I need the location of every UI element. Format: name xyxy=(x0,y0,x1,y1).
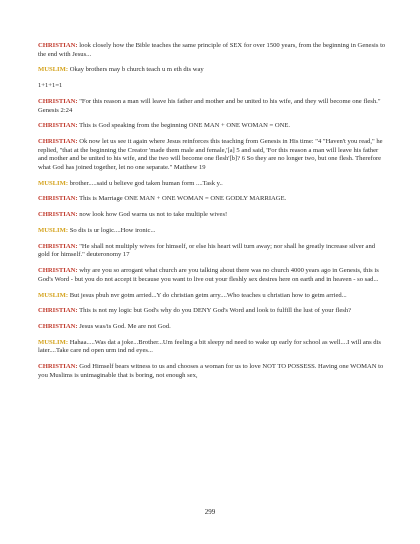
christian-speaker-label: CHRISTIAN: xyxy=(38,242,78,250)
dialogue-paragraph xyxy=(38,243,388,260)
muslim-speaker-label: MUSLIM: xyxy=(38,179,69,187)
paragraph-text: But jesus pbuh nvr gotm arried...Y do christian getm arry....Who teaches u christian how to getm arried... xyxy=(68,291,347,299)
paragraph-text: "For this reason a man will leave his father and mother and be united to his wife, and they will become one flesh." Genesis 2:24 xyxy=(38,97,381,114)
dialogue-paragraph xyxy=(38,307,388,316)
christian-speaker-label: CHRISTIAN: xyxy=(38,138,78,146)
dialogue-paragraph xyxy=(38,66,388,75)
dialogue-paragraph xyxy=(38,323,388,332)
christian-speaker-label: CHRISTIAN: xyxy=(38,323,78,331)
paragraph-text: 1+1+1=1 xyxy=(38,82,63,90)
dialogue-paragraph xyxy=(38,138,388,172)
paragraph-text: This is not my logic but God's why do you DENY God's Word and look to fulfill the lust of your flesh? xyxy=(77,307,352,315)
dialogue-paragraph xyxy=(38,227,388,236)
christian-speaker-label: CHRISTIAN: xyxy=(38,97,78,105)
dialogue-paragraph xyxy=(38,363,388,380)
paragraph-text: Ok now let us see it again where Jesus reinforces this teaching from Genesis in His time: "4 "Haven't you read," he replied, "that at the beginning the Creator 'made them male and female,'[a] 5 and said, 'For this reason a man will leave his father and mother and be united to his wife, and the two will become one flesh'[b]? 6 So they are no longer two, but one flesh. Therefore what God has joined together, let no one separate." Matthew 19 xyxy=(38,138,383,171)
paragraph-text: why are you so arrogant what church are you talking about there was no church 4000 years ago in Genesis, this is God's Word - but you do not accept it because you want to live out your fleshly sex desires here on earth and in heaven - so sad... xyxy=(38,267,379,283)
dialogue-paragraph xyxy=(38,292,388,301)
paragraph-text: "He shall not multiply wives for himself, or else his heart will turn away; nor shall he greatly increase silver and gold for himself." deuteronomy 17 xyxy=(38,242,376,259)
christian-speaker-label: CHRISTIAN: xyxy=(38,42,78,49)
dialogue-paragraph xyxy=(38,339,388,356)
paragraph-text: Jesus was/is God. Me are not God. xyxy=(77,323,171,331)
paragraph-text: now look how God warns us not to take multiple wives! xyxy=(77,211,228,219)
paragraph-text: Okay brothers may b church teach u m eth dis way xyxy=(68,66,204,74)
christian-speaker-label: CHRISTIAN: xyxy=(38,122,78,130)
dialogue-paragraph xyxy=(38,82,388,91)
dialogue-paragraph xyxy=(38,195,388,204)
paragraph-text: brother.....said u believe god taken human form ....Task y.. xyxy=(68,179,223,187)
dialogue-paragraph xyxy=(38,42,388,59)
christian-speaker-label: CHRISTIAN: xyxy=(38,363,78,371)
christian-speaker-label: CHRISTIAN: xyxy=(38,267,78,275)
dialogue-paragraph xyxy=(38,98,388,115)
paragraph-text: God Himself bears witness to us and chooses a woman for us to love NOT TO POSSESS. Having one WOMAN to you Muslims is unimaginable that is boring, not enough sex, xyxy=(38,363,384,379)
paragraph-text: So dis is ur logic....How ironic... xyxy=(68,227,156,234)
christian-speaker-label: CHRISTIAN: xyxy=(38,211,78,219)
muslim-speaker-label: MUSLIM: xyxy=(38,66,69,74)
paragraph-text: This is Marriage ONE MAN + ONE WOMAN = ONE GODLY MARRIAGE. xyxy=(77,195,287,203)
muslim-speaker-label: MUSLIM: xyxy=(38,227,69,234)
muslim-speaker-label: MUSLIM: xyxy=(38,291,69,299)
page-number: 299 xyxy=(204,508,216,516)
christian-speaker-label: CHRISTIAN: xyxy=(38,195,78,203)
dialogue-paragraph xyxy=(38,180,388,189)
dialogue-paragraph xyxy=(38,211,388,220)
dialogue-paragraph xyxy=(38,267,388,284)
muslim-speaker-label: MUSLIM: xyxy=(38,338,69,346)
dialogue-text xyxy=(38,42,388,388)
christian-speaker-label: CHRISTIAN: xyxy=(38,307,78,315)
paragraph-text: Hahaa.....Was dat a joke...Brother...Um feeling a bit sleepy nd need to wake up early for school as well....I will ans dis later....Take care nd open urm ind nd eyes... xyxy=(38,338,381,355)
paragraph-text: look closely how the Bible teaches the same principle of SEX for over 1500 years, from the beginning in Genesis to the end with Jesus... xyxy=(38,42,386,58)
dialogue-paragraph xyxy=(38,122,388,131)
paragraph-text: This is God speaking from the beginning ONE MAN + ONE WOMAN = ONE. xyxy=(77,122,291,130)
